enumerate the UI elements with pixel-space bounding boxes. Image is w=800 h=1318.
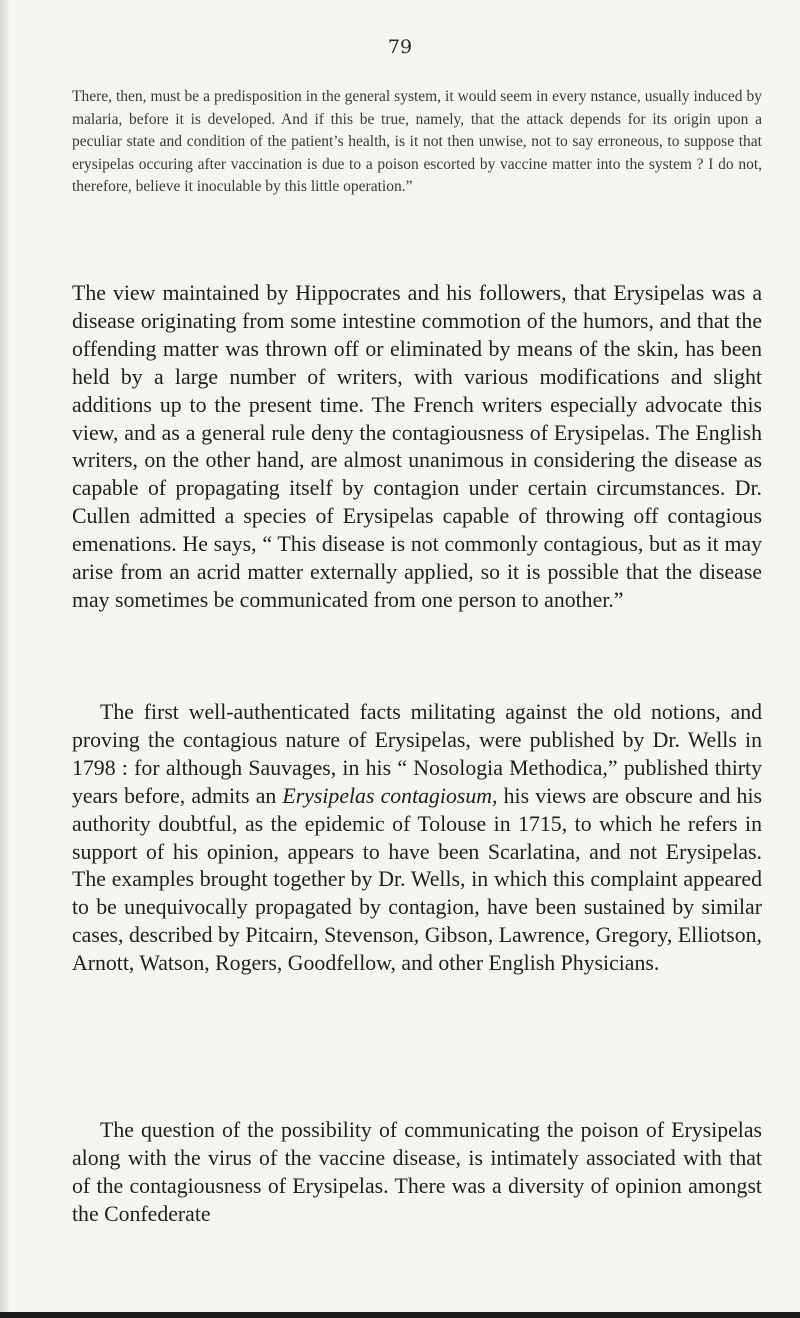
paragraph-wells-facts <box>72 699 762 978</box>
paragraph-vaccine-question: The question of the possibility of communicating the poison of Erysipelas along with the virus of the vaccine disease, is intimately associated with that of the contagiousness of Erysipelas. There was a diversity of opinion amongst the Confederate <box>72 1118 762 1226</box>
paragraph-hippocrates-view: The view maintained by Hippocrates and his followers, that Erysipelas was a disease originating from some intestine commotion of the humors, and that the offending matter was thrown off or eliminated by means of the skin, has been held by a large number of writers, with various modifications and slight additions up to the present time. The French writers especially advocate this view, and as a general rule deny the contagiousness of Erysipelas. The English writers, on the other hand, are almost unanimous in considering the disease as capable of propagating itself by contagion under certain circumstances. Dr. Cullen admitted a species of Erysipelas capable of throwing off contagious emenations. He says, “ This disease is not commonly contagious, but as it may arise from an acrid matter externally applied, so it is possible that the disease may sometimes be communicated from one person to another.” <box>72 281 762 612</box>
page-edge-shadow <box>0 0 10 1318</box>
page-number: 79 <box>387 36 413 58</box>
paragraph-wells-text-end: his views are obscure and his authority doubtful, as the epidemic of Tolouse in 1715, to which he refers in support of his opinion, appears to have been Scarlatina, and not Erysipelas. The examples brought together by Dr. Wells, in which this complaint appeared to be unequivocally propagated by contagion, have been sustained by similar cases, described by Pitcairn, Stevenson, Gibson, Lawrence, Gregory, Elliotson, Arnott, Watson, Rogers, Goodfellow, and other English Physicians. <box>72 783 762 976</box>
erysipelas-contagiosum-term: Erysipelas contagiosum, <box>282 783 498 808</box>
paragraph-wells-text-start: The first well-authenticated facts militating against the old notions, and proving the contagious nature of Erysipelas, were published by Dr. Wells in 1798 : for although Sauvages, in his “ Nosologia Methodica,” published thirty years before, admits an <box>72 700 762 808</box>
quoted-passage: There, then, must be a predisposition in the general system, it would seem in every nstance, usually induced by malaria, before it is developed. And if this be true, namely, that the attack depends for its origin upon a peculiar state and condition of the patient’s health, is it not then unwise, not to say erroneous, to suppose that erysipelas occuring after vaccination is due to a poison escorted by vaccine matter into the system ? I do not, therefore, believe it inoculable by this little operation.” <box>72 88 762 196</box>
bottom-edge-bar <box>0 1312 800 1318</box>
